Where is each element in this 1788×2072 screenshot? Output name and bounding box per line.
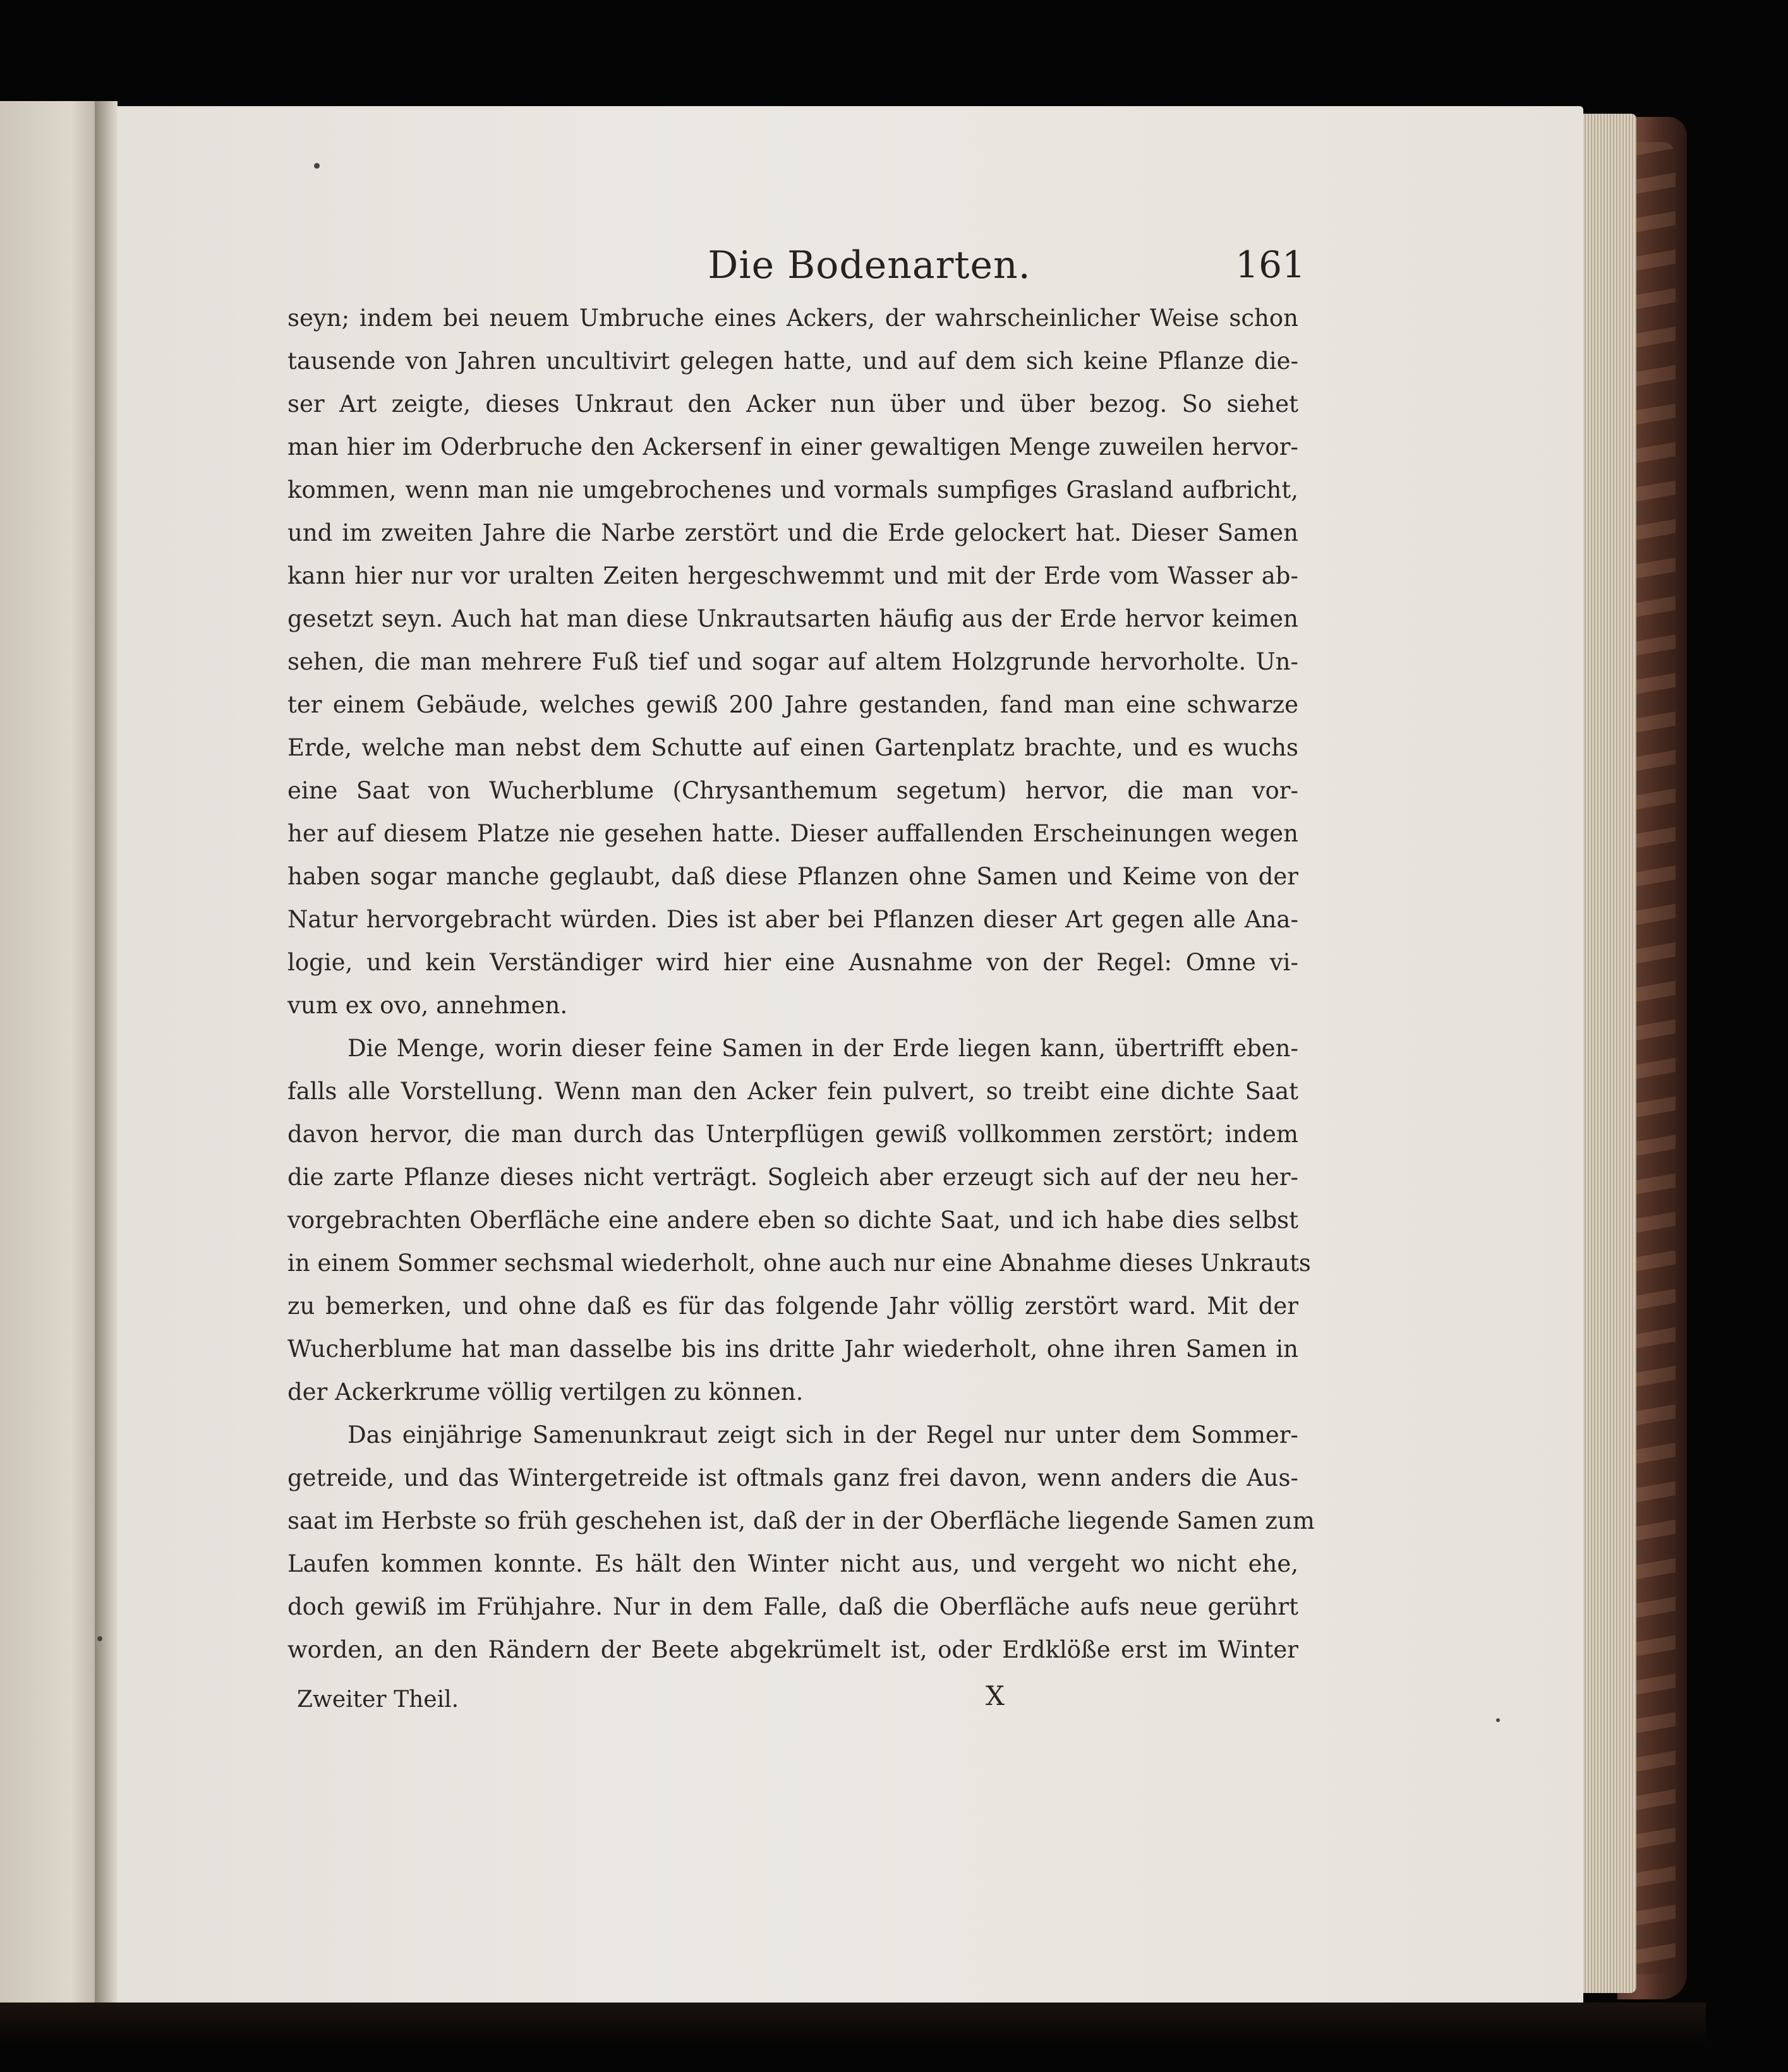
book-gutter [95, 101, 118, 2003]
gathering-mark: X [986, 1680, 1005, 1711]
text-line: zu bemerken, und ohne daß es für das folgende Jahr völlig zerstört ward. Mit der [287, 1292, 1298, 1320]
text-line: der Ackerkrume völlig vertilgen zu können. [287, 1378, 804, 1406]
text-line: gesetzt seyn. Auch hat man diese Unkrautsarten häufig aus der Erde hervor keimen [287, 605, 1298, 632]
text-line: ser Art zeigte, dieses Unkraut den Acker nun über und über bezog. So siehet [287, 390, 1298, 418]
text-line: falls alle Vorstellung. Wenn man den Acker fein pulvert, so treibt eine dichte Saat [287, 1078, 1298, 1105]
text-line: saat im Herbste so früh geschehen ist, daß der in der Oberfläche liegende Samen zum [287, 1507, 1315, 1534]
text-line: getreide, und das Wintergetreide ist oftmals ganz frei davon, wenn anders die Aus- [287, 1464, 1298, 1491]
paragraph [287, 1414, 1315, 1671]
text-line: kann hier nur vor uralten Zeiten hergeschwemmt und mit der Erde vom Wasser ab- [287, 562, 1298, 589]
text-line: logie, und kein Verständiger wird hier eine Ausnahme von der Regel: Omne vi- [287, 949, 1298, 976]
page-speck [1496, 1718, 1500, 1722]
text-line: worden, an den Rändern der Beete abgekrümelt ist, oder Erdklöße erst im Winter [287, 1636, 1298, 1663]
text-line: man hier im Oderbruche den Ackersenf in einer gewaltigen Menge zuweilen hervor- [287, 433, 1298, 461]
text-line: davon hervor, die man durch das Unterpflügen gewiß vollkommen zerstört; indem [287, 1121, 1298, 1148]
text-line: in einem Sommer sechsmal wiederholt, ohne auch nur eine Abnahme dieses Unkrauts [287, 1250, 1311, 1277]
page-speck [314, 163, 320, 169]
text-line: haben sogar manche geglaubt, daß diese Pflanzen ohne Samen und Keime von der [287, 863, 1298, 890]
page-number: 161 [1235, 243, 1305, 286]
text-line: Laufen kommen konnte. Es hält den Winter nicht aus, und vergeht wo nicht ehe, [287, 1550, 1298, 1577]
signature-mark: Zweiter Theil. [297, 1687, 459, 1713]
text-line: seyn; indem bei neuem Umbruche eines Ackers, der wahrscheinlicher Weise schon [287, 304, 1298, 332]
text-line: eine Saat von Wucherblume (Chrysanthemum segetum) hervor, die man vor- [287, 777, 1298, 804]
text-line: her auf diesem Platze nie gesehen hatte. Dieser auffallenden Erscheinungen wegen [287, 820, 1298, 847]
text-line: ter einem Gebäude, welches gewiß 200 Jahre gestanden, fand man eine schwarze [287, 691, 1298, 718]
text-line: die zarte Pflanze dieses nicht verträgt. Sogleich aber erzeugt sich auf der neu her- [287, 1164, 1298, 1191]
text-line: doch gewiß im Frühjahre. Nur in dem Falle, daß die Oberfläche aufs neue gerührt [287, 1593, 1298, 1620]
text-line: Das einjährige Samenunkraut zeigt sich in der Regel nur unter dem Sommer- [347, 1421, 1298, 1449]
paragraph [287, 297, 1298, 1027]
text-line: tausende von Jahren uncultivirt gelegen hatte, und auf dem sich keine Pflanze die- [287, 347, 1298, 375]
text-line: sehen, die man mehrere Fuß tief und sogar auf altem Holzgrunde hervorholte. Un- [287, 648, 1298, 675]
text-line: Natur hervorgebracht würden. Dies ist aber bei Pflanzen dieser Art gegen alle Ana- [287, 906, 1298, 933]
text-line: und im zweiten Jahre die Narbe zerstört und die Erde gelockert hat. Dieser Samen [287, 519, 1298, 546]
paragraph [287, 1027, 1311, 1414]
page-edges [1580, 114, 1636, 1993]
left-page-edge [0, 101, 101, 2003]
text-line: Erde, welche man nebst dem Schutte auf einen Gartenplatz brachte, und es wuchs [287, 734, 1298, 761]
text-line: Die Menge, worin dieser feine Samen in der Erde liegen kann, übertrifft eben- [347, 1035, 1298, 1062]
running-head [118, 243, 1583, 294]
text-line: Wucherblume hat man dasselbe bis ins dritte Jahr wiederholt, ohne ihren Samen in [287, 1335, 1298, 1363]
text-line: kommen, wenn man nie umgebrochenes und vormals sumpfiges Grasland aufbricht, [287, 476, 1298, 503]
page-speck [97, 1636, 102, 1641]
running-title: Die Bodenarten. [708, 243, 1031, 287]
body-text [287, 297, 1315, 1671]
text-line: vorgebrachten Oberfläche eine andere eben so dichte Saat, und ich habe dies selbst [287, 1207, 1298, 1234]
bottom-shadow [0, 2003, 1706, 2047]
text-line: vum ex ovo, annehmen. [287, 992, 568, 1019]
